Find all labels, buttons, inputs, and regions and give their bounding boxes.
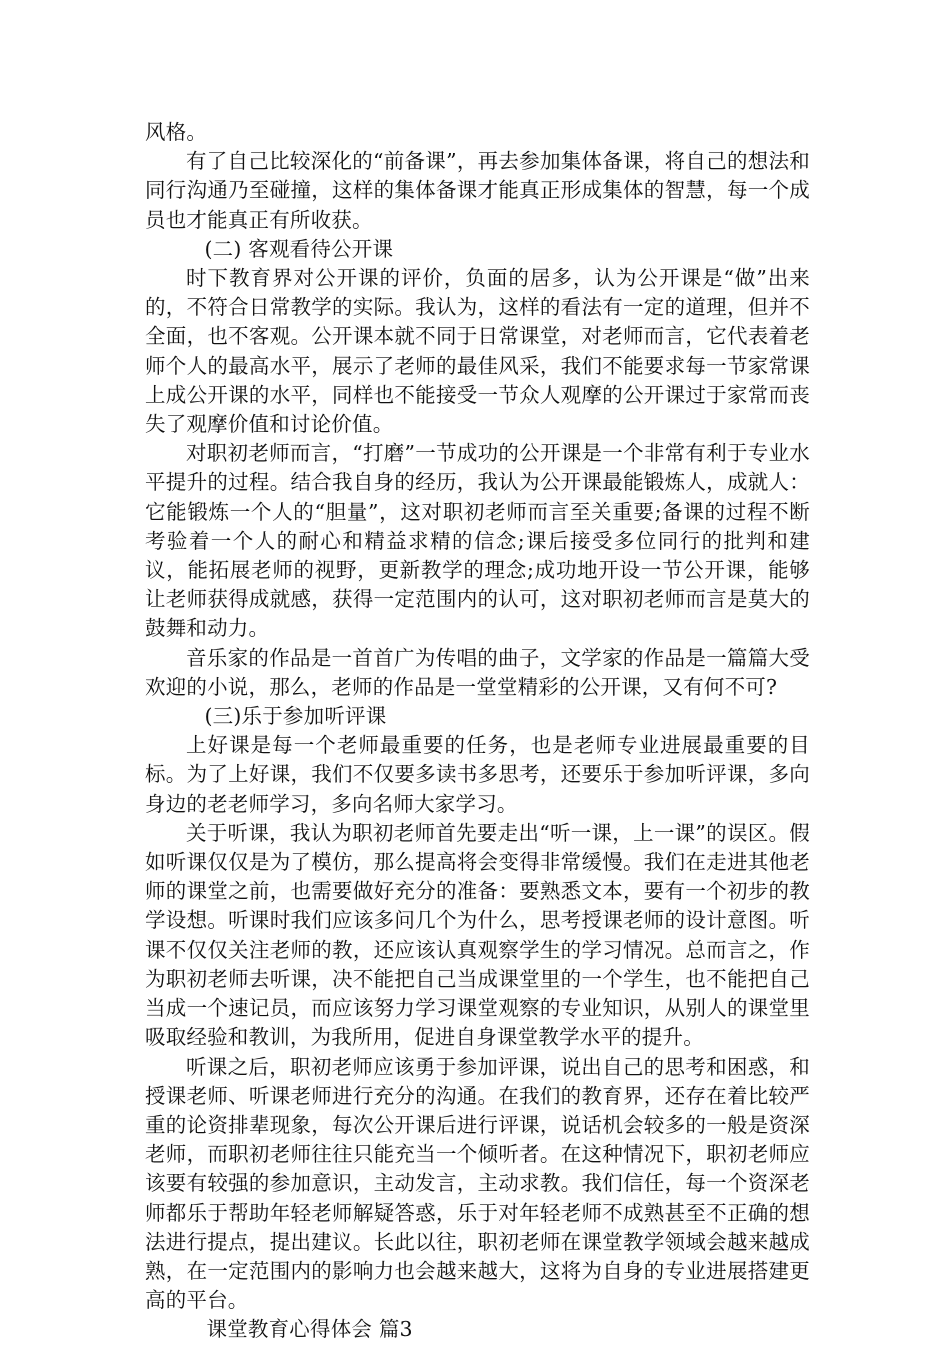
section-heading-public-class: (二) 客观看待公开课 xyxy=(204,236,394,261)
paragraph-good-lessons: 上好课是每一个老师最重要的任务，也是老师专业进展最重要的目标。为了上好课，我们不仅要多读书多思考，还要乐于参加听评课，多向身边的老老师学习，多向名师大家学习。 xyxy=(145,733,810,816)
paragraph-public-class-benefits: 对职初老师而言，“打磨”一节成功的公开课是一个非常有利于专业水平提升的过程。结合我自身的经历，我认为公开课最能锻炼人，成就人：它能锻炼一个人的“胆量”，这对职初老师而言至关重要;备课的过程不断考验着一个人的耐心和精益求精的信念;课后接受多位同行的批判和建议，能拓展老师的视野，更新教学的理念;成功地开设一节公开课，能够让老师获得成就感，获得一定范围内的认可，这对职初老师而言是莫大的鼓舞和动力。 xyxy=(145,441,810,641)
paragraph-continuation: 风格。 xyxy=(145,120,208,144)
section-heading-lesson-evaluation: (三)乐于参加听评课 xyxy=(204,704,387,729)
paragraph-teacher-works: 音乐家的作品是一首首广为传唱的曲子，文学家的作品是一篇篇大受欢迎的小说，那么，老师的作品是一堂堂精彩的公开课，又有何不可? xyxy=(145,645,810,699)
document-body xyxy=(145,118,810,1345)
paragraph-pre-preparation: 有了自己比较深化的“前备课”，再去参加集体备课，将自己的想法和同行沟通乃至碰撞，这样的集体备课才能真正形成集体的智慧，每一个成员也才能真正有所收获。 xyxy=(145,149,810,232)
paragraph-observing-lessons: 关于听课，我认为职初老师首先要走出“听一课，上一课”的误区。假如听课仅仅是为了模仿，那么提高将会变得非常缓慢。我们在走进其他老师的课堂之前，也需要做好充分的准备：要熟悉文本，要有一个初步的教学设想。听课时我们应该多问几个为什么，思考授课老师的设计意图。听课不仅仅关注老师的教，还应该认真观察学生的学习情况。总而言之，作为职初老师去听课，决不能把自己当成课堂里的一个学生，也不能把自己当成一个速记员，而应该努力学习课堂观察的专业知识，从别人的课堂里吸取经验和教训，为我所用，促进自身课堂教学水平的提升。 xyxy=(145,820,810,1050)
paragraph-public-class-views: 时下教育界对公开课的评价，负面的居多，认为公开课是“做”出来的，不符合日常教学的实际。我认为，这样的看法有一定的道理，但并不全面，也不客观。公开课本就不同于日常课堂，对老师而言，它代表着老师个人的最高水平，展示了老师的最佳风采，我们不能要求每一节家常课上成公开课的水平，同样也不能接受一节众人观摩的公开课过于家常而丧失了观摩价值和讨论价值。 xyxy=(145,266,810,437)
article-heading-part-3: 课堂教育心得体会 篇3 xyxy=(206,1317,413,1342)
paragraph-evaluating-lessons: 听课之后，职初老师应该勇于参加评课，说出自己的思考和困惑，和授课老师、听课老师进行充分的沟通。在我们的教育界，还存在着比较严重的论资排辈现象，每次公开课后进行评课，说话机会较多的一般是资深老师，而职初老师往往只能充当一个倾听者。在这种情况下，职初老师应该要有较强的参加意识，主动发言，主动求教。我们信任，每一个资深老师都乐于帮助年轻老师解疑答惑，乐于对年轻老师不成熟甚至不正确的想法进行提点，提出建议。长此以往，职初老师在课堂教学领域会越来越成熟，在一定范围内的影响力也会越来越大，这将为自身的专业进展搭建更高的平台。 xyxy=(145,1054,810,1313)
